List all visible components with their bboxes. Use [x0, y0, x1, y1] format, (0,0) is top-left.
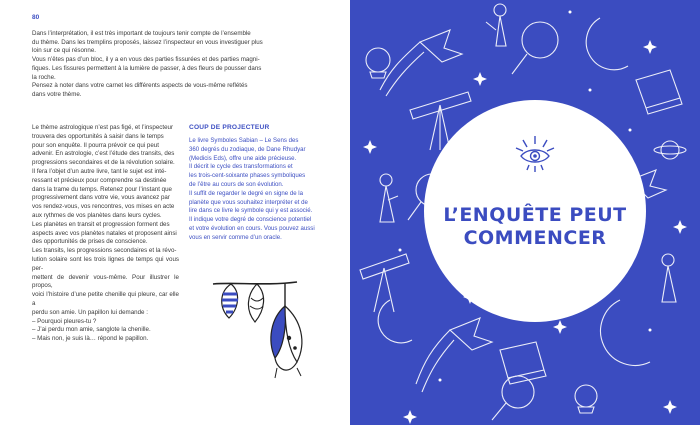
intro-line: du thème. Dans les tremplins proposés, laissez l’inspecteur en vous investiguer plus: [32, 38, 263, 46]
sidebar-line: 360 degrés du zodiaque, de Dane Rhudyar: [189, 145, 306, 153]
body-line: Les planètes en transit et progression forment des: [32, 220, 170, 228]
sidebar-line: planète que vous souhaitez interpréter et de: [189, 198, 308, 206]
intro-line: Dans l’interprétation, il est très important de toujours tenir compte de l’ensemble: [32, 30, 251, 37]
body-line: trouvera des opportunités à saisir dans le temps: [32, 132, 164, 140]
body-line: pour son enquête. Il pourra prévoir ce qui peut: [32, 141, 159, 149]
intro-line: Vous n’êtes pas d’un bloc, il y a en vous des parties fissurées et des parties magni-: [32, 56, 260, 64]
intro-line: loin sur ce qui résonne.: [32, 47, 96, 55]
body-line: perdu son amie. Un papillon lui demande :: [32, 308, 148, 316]
body-line: Les transits, les progressions secondaires et la révo-: [32, 247, 177, 255]
crescent-moon-icon: [601, 300, 650, 365]
magnifying-glass-icon: [512, 22, 558, 74]
body-line: advenir. En astrologie, c’est l’étude des transits, des: [32, 150, 175, 158]
sidebar-line: Il décrit le cycle des transformations et: [189, 163, 293, 171]
sidebar-title: COUP DE PROJECTEUR: [189, 124, 270, 131]
sidebar-line: Le livre Symboles Sabian – Le Sens des: [189, 137, 299, 144]
body-line: ressant et précieux pour comprendre sa destinée: [32, 176, 167, 184]
sidebar-line: de l’être au cours de son évolution.: [189, 180, 284, 188]
chrysalis-icon: [222, 284, 238, 318]
shooting-star-icon: [416, 318, 492, 392]
figure-with-lantern-icon: [380, 174, 398, 222]
sidebar-line: les trois-cent-soixante phases symboliques: [189, 172, 306, 180]
sidebar-body: [189, 137, 327, 243]
body-line: Le thème astrologique n’est pas figé, et l’inspecteur: [32, 124, 174, 131]
main-text-column: [32, 124, 179, 344]
chrysalis-butterfly-illustration: [205, 278, 325, 398]
body-line: dans la trame du temps. Retenez pour l’instant que: [32, 185, 172, 193]
cocoon-icon: [248, 284, 263, 322]
intro-paragraph: [32, 30, 314, 100]
chapter-title-line: L’ENQUÊTE PEUT: [443, 204, 627, 226]
telescope-icon: [360, 254, 409, 312]
sidebar-line: (Medicis Eds), offre une aide précieuse.: [189, 154, 297, 162]
figure-with-lantern-icon: [486, 4, 506, 46]
body-line: vos rendez-vous, vos rencontres, vos mises en acte: [32, 203, 175, 211]
magnifying-glass-icon: [492, 376, 534, 420]
body-line: des opportunités de prises de conscience.: [32, 238, 148, 246]
body-line: voici l’histoire d’une petite chenille qui pleure, car elle a: [32, 291, 179, 307]
sidebar-line: vous en servir comme d’un oracle.: [189, 233, 282, 241]
intro-line: la roche.: [32, 73, 56, 81]
body-line: progressions secondaires et de la révolution solaire.: [32, 159, 175, 167]
crescent-moon-icon: [586, 18, 628, 70]
planet-icon: [654, 141, 686, 159]
body-line: aux rythmes de vos planètes dans leurs cycles.: [32, 211, 162, 219]
sidebar-line: et votre évolution en cours. Vous pouvez aussi: [189, 224, 315, 232]
spotlight-sidebar: [189, 124, 327, 243]
body-line: aspects avec vos planètes natales et proposent ainsi: [32, 229, 177, 237]
sidebar-line: lire dans ce livre le symbole qui y est associé.: [189, 207, 313, 215]
eye-icon: [513, 132, 557, 176]
right-page-chapter-opener: [350, 0, 700, 425]
book-icon: [636, 70, 682, 114]
book-icon: [500, 342, 546, 384]
dialog-line: – Mais non, je suis là… répond le papillon.: [32, 335, 149, 343]
shooting-star-icon: [380, 30, 462, 96]
body-line: Il fera l’objet d’un autre livre, tant le sujet est inté-: [32, 167, 167, 175]
intro-line: fiques. Les fissures permettent à la lumière de passer, à des fleurs de pousser dans: [32, 64, 262, 72]
chapter-title: [424, 204, 646, 250]
intro-line: dans votre thème.: [32, 90, 82, 98]
crystal-ball-icon: [366, 48, 390, 78]
butterfly-icon: [271, 283, 302, 378]
chapter-title-line: COMMENCER: [463, 227, 607, 249]
sidebar-line: Il indique votre degré de conscience potentiel: [189, 216, 312, 224]
figure-with-lantern-icon: [662, 254, 676, 302]
crystal-ball-icon: [575, 385, 597, 413]
sidebar-line: Il suffit de regarder le degré en signe de la: [189, 189, 304, 197]
dialog-line: – Pourquoi pleures-tu ?: [32, 317, 97, 325]
body-line: progressivement dans votre vie, vous avancez par: [32, 194, 170, 202]
body-line: lution solaire sont les trois lignes de temps qui vous per-: [32, 255, 179, 272]
intro-line: Pensez à noter dans votre carnet les différents aspects de vous-même reflétés: [32, 82, 248, 90]
body-line: mettent de devenir vous-même. Pour illustrer le propos,: [32, 273, 179, 290]
page-number: 80: [32, 14, 40, 21]
dialog-line: – J’ai perdu mon amie, sanglote la chenille.: [32, 326, 151, 334]
crescent-moon-icon: [378, 300, 412, 343]
